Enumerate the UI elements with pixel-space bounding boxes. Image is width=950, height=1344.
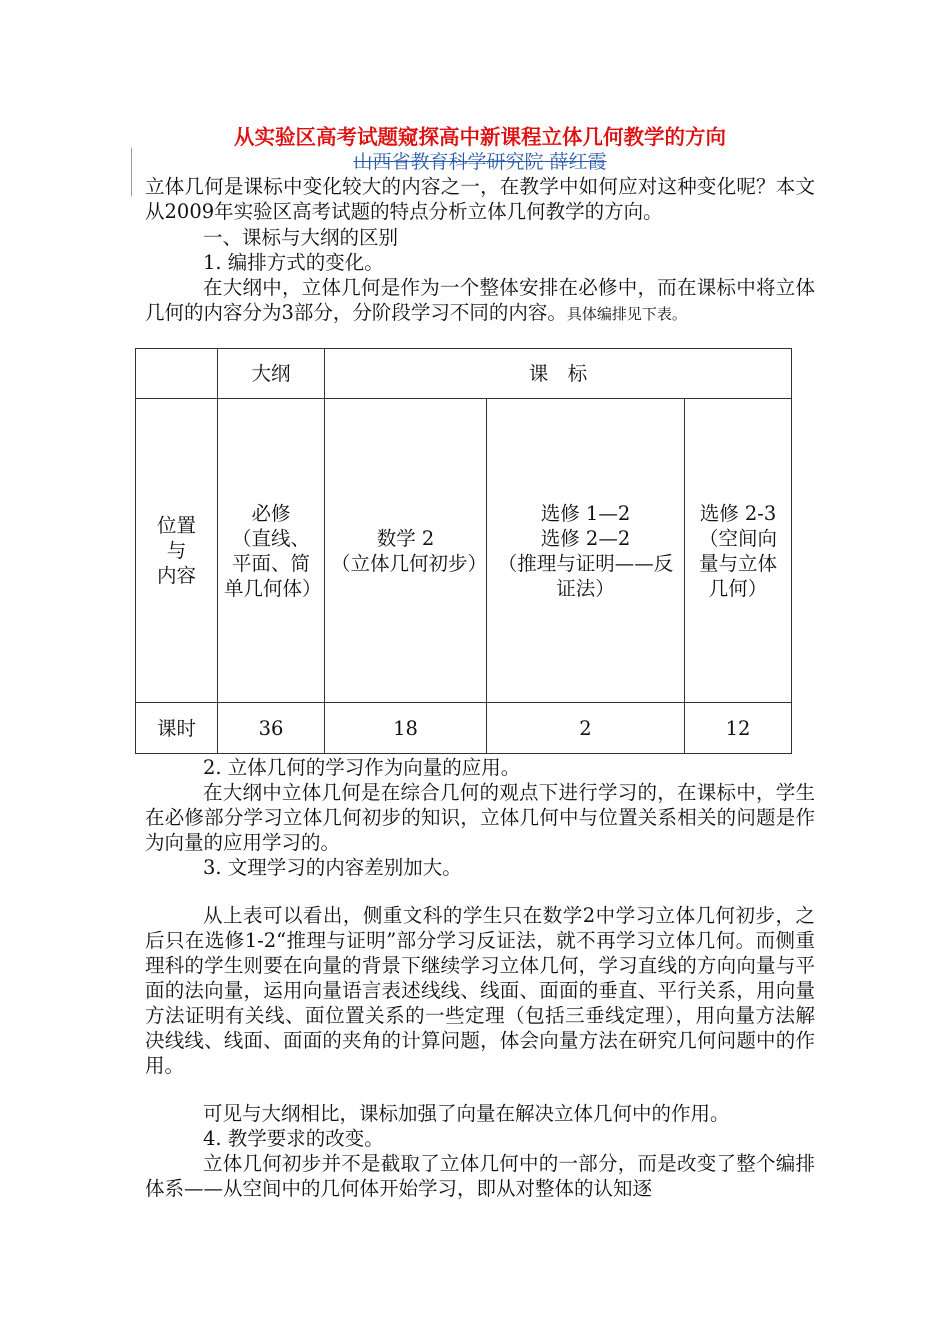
row-label-position: 位置 与 内容 [136, 399, 218, 703]
row-label-hours: 课时 [136, 703, 218, 754]
cell-elective12-hours: 2 [487, 703, 685, 754]
paragraph-2: 在大纲中立体几何是在综合几何的观点下进行学习的，在课标中，学生在必修部分学习立体几何初步的知识，立体几何中与位置关系相关的问题是作为向量的应用学习的。 [145, 781, 815, 854]
author-line: 山西省教育科学研究院 薛红霞 [353, 151, 607, 173]
document-title: 从实验区高考试题窥探高中新课程立体几何教学的方向 [234, 125, 726, 149]
cell-outline-hours: 36 [218, 703, 325, 754]
table-header-empty [136, 349, 218, 399]
cell-elective23-hours: 12 [685, 703, 792, 754]
paragraph-3: 从上表可以看出，侧重文科的学生只在数学2中学习立体几何初步，之后只在选修1-2“推理与证明”部分学习反证法，就不再学习立体几何。而侧重理科的学生则要在向量的背景下继续学习立体几何，学习直线的方向向量与平面的法向量，运用向量语言表述线线、线面、面面的垂直、平行关系，用向量方法证明有关线、面位置关系的一些定理（包括三垂线定理），用向量方法解决线线、线面、面面的夹角的计算问题，体会向量方法在研究几何问题中的作用。 [145, 904, 815, 1077]
cell-math2-hours: 18 [325, 703, 487, 754]
section-heading: 一、课标与大纲的区别 [203, 226, 399, 249]
comparison-table [135, 348, 792, 754]
subsection-heading-3: 3. 文理学习的内容差别加大。 [203, 856, 462, 879]
margin-marker [131, 148, 132, 196]
subsection-heading-2: 2. 立体几何的学习作为向量的应用。 [203, 756, 521, 779]
table-header-outline: 大纲 [218, 349, 325, 399]
cell-elective23-content: 选修 2-3 （空间向量与立体几何） [685, 399, 792, 703]
cell-math2-content: 数学 2 （立体几何初步） [325, 399, 487, 703]
subsection-heading-1: 1. 编排方式的变化。 [203, 251, 384, 274]
paragraph-4: 立体几何初步并不是截取了立体几何中的一部分，而是改变了整个编排体系——从空间中的几何体开始学习，即从对整体的认知逐 [145, 1152, 815, 1200]
subsection-heading-4: 4. 教学要求的改变。 [203, 1127, 384, 1150]
intro-paragraph: 立体几何是课标中变化较大的内容之一，在教学中如何应对这种变化呢？本文从2009年实验区高考试题的特点分析立体几何教学的方向。 [145, 175, 815, 223]
cell-elective12-content: 选修 1—2 选修 2—2 （推理与证明——反证法） [487, 399, 685, 703]
paragraph-1-text: 在大纲中，立体几何是作为一个整体安排在必修中，而在课标中将立体几何的内容分为3部分，分阶段学习不同的内容。 [145, 276, 815, 324]
cell-outline-content: 必修 （直线、平面、简单几何体） [218, 399, 325, 703]
table-header-standard: 课 标 [325, 349, 792, 399]
conclusion-paragraph: 可见与大纲相比，课标加强了向量在解决立体几何中的作用。 [203, 1102, 730, 1125]
paragraph-1 [145, 275, 815, 327]
paragraph-1-note: 具体编排见下表。 [566, 305, 687, 323]
